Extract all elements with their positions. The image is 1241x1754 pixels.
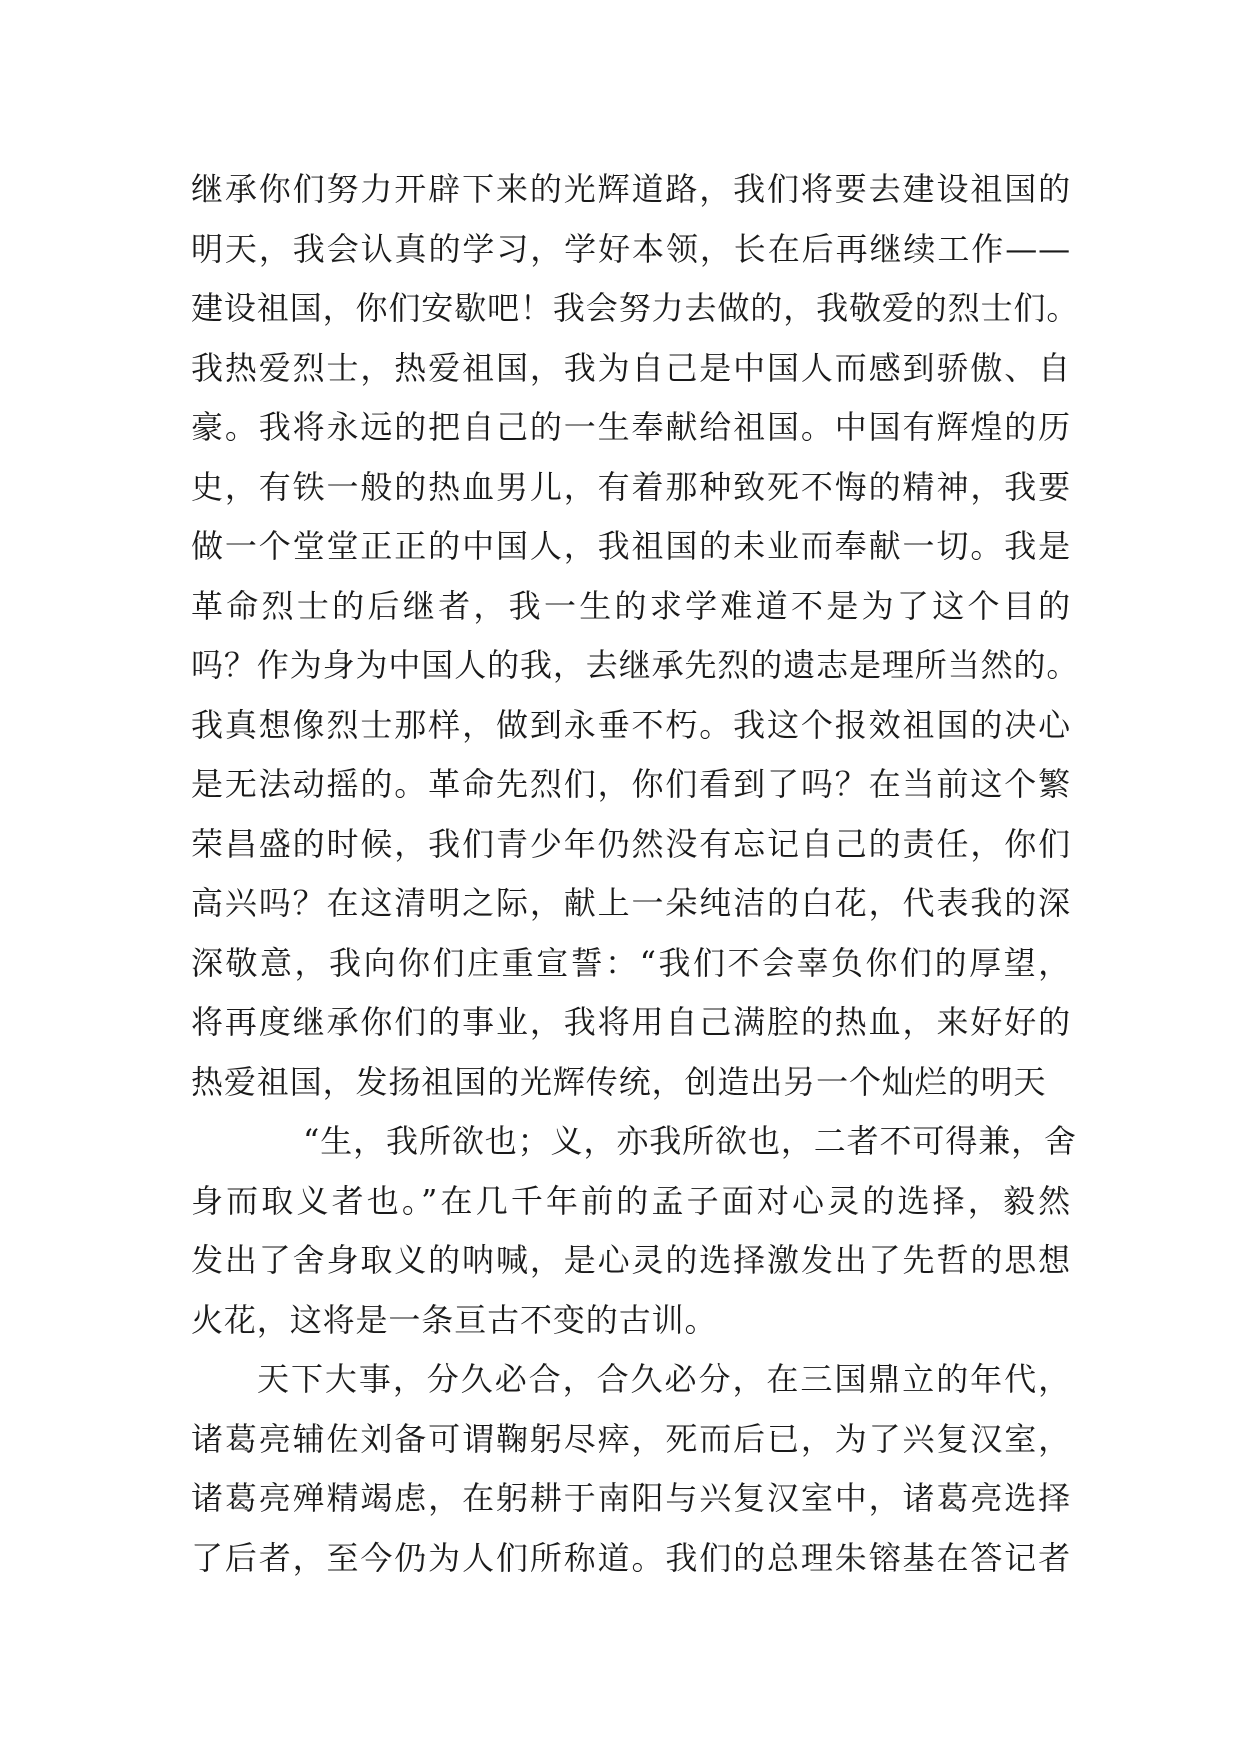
text-line: 了后者，至今仍为人们所称道。我们的总理朱镕基在答记者 — [191, 1538, 1071, 1577]
text-line: 是无法动摇的。革命先烈们，你们看到了吗？在当前这个繁 — [191, 765, 1071, 803]
text-line: 革命烈士的后继者，我一生的求学难道不是为了这个目的 — [191, 586, 1071, 625]
text-line: 建设祖国，你们安歇吧！我会努力去做的，我敬爱的烈士们。 — [191, 289, 1080, 327]
text-line: 我热爱烈士，热爱祖国，我为自己是中国人而感到骄傲、自 — [191, 348, 1071, 387]
body-text — [191, 160, 1080, 1588]
text-line: 明天，我会认真的学习，学好本领，长在后再继续工作—— — [191, 229, 1071, 268]
text-line: 诸葛亮辅佐刘备可谓鞠躬尽瘁，死而后已，为了兴复汉室， — [191, 1419, 1071, 1458]
text-line: 史，有铁一般的热血男儿，有着那种致死不悔的精神，我要 — [191, 467, 1071, 506]
text-line: 将再度继承你们的事业，我将用自己满腔的热血，来好好的 — [191, 1003, 1071, 1041]
text-line: 继承你们努力开辟下来的光辉道路，我们将要去建设祖国的 — [191, 170, 1071, 208]
text-line: 天下大事，分久必合，合久必分，在三国鼎立的年代， — [257, 1360, 1071, 1398]
text-line: 发出了舍身取义的呐喊，是心灵的选择激发出了先哲的思想 — [191, 1241, 1071, 1279]
text-line: 做一个堂堂正正的中国人，我祖国的未业而奉献一切。我是 — [191, 527, 1071, 565]
text-line: 身而取义者也。”在几千年前的孟子面对心灵的选择，毅然 — [191, 1181, 1071, 1220]
text-line: 吗？作为身为中国人的我，去继承先烈的遗志是理所当然的。 — [191, 646, 1080, 684]
text-line: “生，我所欲也；义，亦我所欲也，二者不可得兼，舍 — [303, 1122, 1077, 1160]
text-line: 深敬意，我向你们庄重宣誓：“我们不会辜负你们的厚望， — [191, 943, 1071, 982]
text-line: 高兴吗？在这清明之际，献上一朵纯洁的白花，代表我的深 — [191, 884, 1071, 922]
text-line: 荣昌盛的时候，我们青少年仍然没有忘记自己的责任，你们 — [191, 824, 1071, 863]
text-line: 热爱祖国，发扬祖国的光辉传统，创造出另一个灿烂的明天 — [191, 1062, 1047, 1101]
text-line: 我真想像烈士那样，做到永垂不朽。我这个报效祖国的决心 — [191, 705, 1071, 744]
text-line: 诸葛亮殚精竭虑，在躬耕于南阳与兴复汉室中，诸葛亮选择 — [191, 1479, 1071, 1517]
text-line: 火花，这将是一条亘古不变的古训。 — [191, 1300, 718, 1339]
text-line: 豪。我将永远的把自己的一生奉献给祖国。中国有辉煌的历 — [191, 408, 1071, 446]
